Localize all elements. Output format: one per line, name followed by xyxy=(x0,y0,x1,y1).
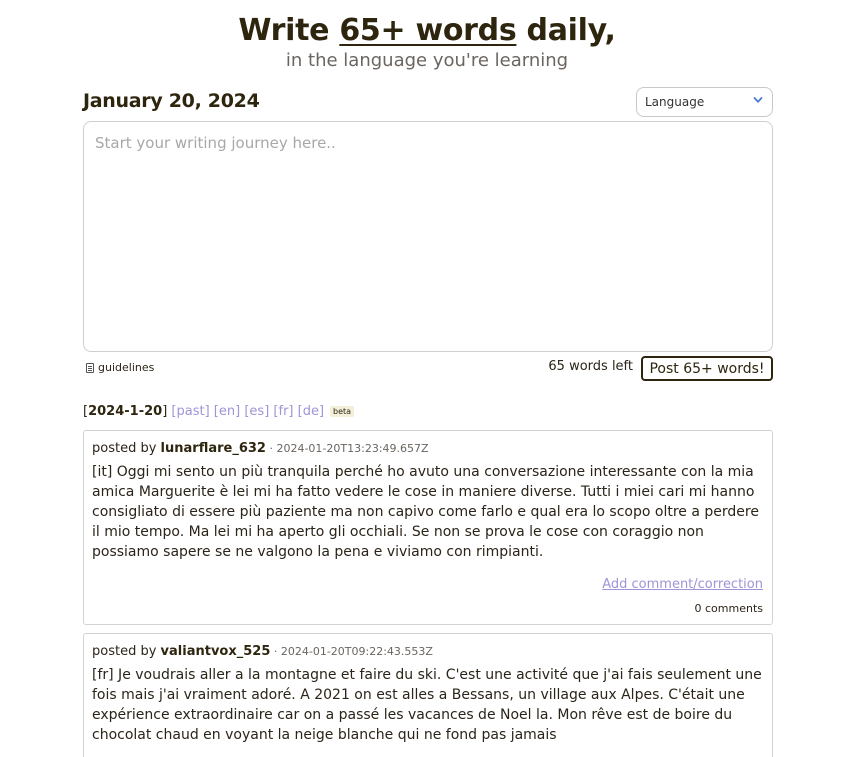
guidelines-link[interactable] xyxy=(86,361,154,374)
hero xyxy=(0,12,854,72)
post-card xyxy=(83,633,773,757)
hero-title-highlight: 65+ words xyxy=(339,13,517,48)
hero-subtitle: in the language you're learning xyxy=(285,50,569,71)
post-body: [it] Oggi mi sento un più tranquila perché ho avuto una conversazione interessante con la mia amica Marguerite è lei mi ha fatto vedere le cose in maniere diverse. Tutti i miei cari mi hanno consigliato di essere più paziente ma non capivo come farlo e qual era lo scopo oltre a perdere il mio tempo. Ma lei mi ha aperto gli occhiali. Se non se prova le cose con coraggio non possiamo sapere se ne valgono la pena e viviamo con rimpianti. xyxy=(92,464,759,560)
hero-title-pre: Write xyxy=(238,13,340,48)
post-timestamp: 2024-01-20T09:22:43.553Z xyxy=(280,645,433,658)
chevron-down-icon xyxy=(753,95,763,105)
beta-badge: beta xyxy=(330,406,354,417)
date-row xyxy=(83,88,773,118)
language-select[interactable] xyxy=(636,87,773,117)
add-comment-link[interactable]: Add comment/correction xyxy=(602,577,763,592)
filter-de-link[interactable]: [de] xyxy=(297,404,325,419)
filter-fr-link[interactable]: [fr] xyxy=(273,404,294,419)
post-meta-separator: · xyxy=(270,645,281,658)
hero-title xyxy=(0,12,854,50)
current-date: January 20, 2024 xyxy=(83,90,260,112)
guidelines-label: guidelines xyxy=(98,361,155,374)
post-card xyxy=(83,430,773,625)
language-select-value: Language xyxy=(645,95,705,109)
post-timestamp: 2024-01-20T13:23:49.657Z xyxy=(276,442,429,455)
post-button[interactable]: Post 65+ words! xyxy=(641,356,773,381)
post-meta-prefix: posted by xyxy=(92,441,161,456)
post-meta xyxy=(92,644,764,659)
post-meta-prefix: posted by xyxy=(92,644,161,659)
comments-count: 0 comments xyxy=(694,602,763,615)
filter-es-link[interactable]: [es] xyxy=(244,404,270,419)
editor-toolbar xyxy=(83,355,773,381)
post-meta-separator: · xyxy=(265,442,277,455)
filter-en-link[interactable]: [en] xyxy=(213,404,241,419)
post-author[interactable]: valiantvox_525 xyxy=(160,644,271,659)
filter-current-date: 2024-1-20 xyxy=(88,404,163,419)
filter-past-link[interactable]: [past] xyxy=(171,404,210,419)
post-body: [fr] Je voudrais aller a la montagne et faire du ski. C'est une activité que j'ai fais seulement une fois mais j'ai vraiment adoré. A 2021 on est alles a Bessans, un village aux Alpes. C'était une expérience extraordinaire car on a passé les vacances de Noel la. Mon rêve est de boire du chocolat chaud en voyant la neige blanche qui ne fond pas jamais xyxy=(92,667,762,743)
post-author[interactable]: lunarflare_632 xyxy=(160,441,266,456)
hero-title-post: daily, xyxy=(516,13,616,48)
writing-editor[interactable] xyxy=(83,121,773,352)
post-meta xyxy=(92,441,764,456)
words-left-counter: 65 words left xyxy=(548,359,633,374)
date-language-filters: [2024-1-20] [past] [en] [es] [fr] [de] beta xyxy=(83,404,354,419)
document-icon xyxy=(86,363,94,373)
